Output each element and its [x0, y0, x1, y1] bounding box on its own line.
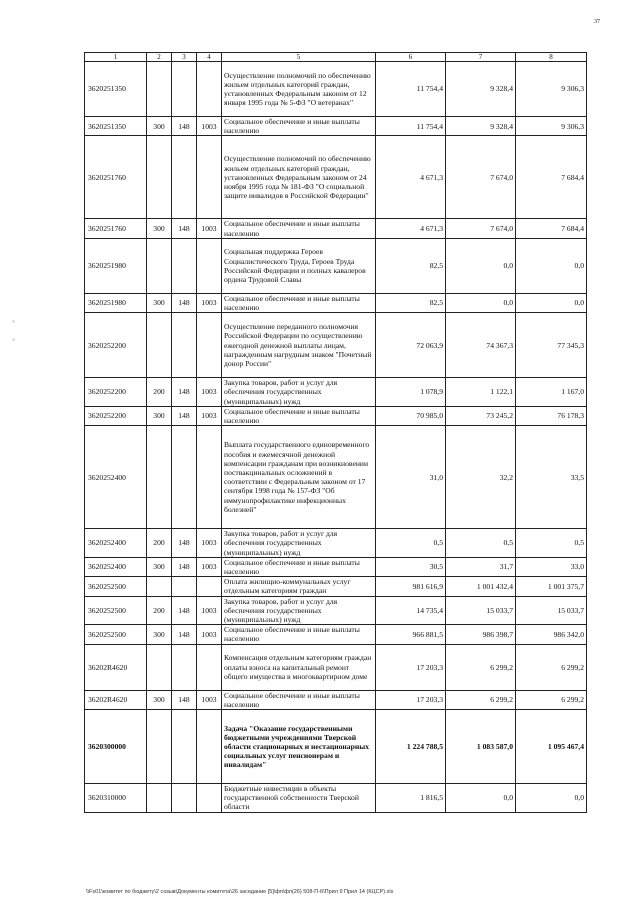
admin-code-cell: [172, 238, 197, 293]
amount-year1-cell: 11 754,4: [376, 117, 446, 136]
section-code-cell: [197, 313, 222, 378]
admin-code-cell: 148: [172, 690, 197, 709]
kcsr-code-cell: 3620252200: [85, 378, 147, 407]
admin-code-cell: 148: [172, 378, 197, 407]
description-cell: Задача "Оказание государственными бюджетными учреждениями Тверской области стационарных и нестационарных социальных услуг пенсионерам и инвалидам": [222, 710, 376, 784]
section-code-cell: 1003: [197, 557, 222, 576]
admin-code-cell: 148: [172, 117, 197, 136]
amount-year2-cell: 9 328,4: [446, 117, 516, 136]
admin-code-cell: [172, 577, 197, 596]
amount-year3-cell: 9 306,3: [516, 117, 587, 136]
kvr-code-cell: 300: [147, 557, 172, 576]
amount-year2-cell: 1 083 587,0: [446, 710, 516, 784]
punch-hole-mark: [12, 320, 15, 323]
section-code-cell: 1003: [197, 219, 222, 238]
amount-year1-cell: 11 754,4: [376, 62, 446, 117]
amount-year3-cell: 7 684,4: [516, 219, 587, 238]
amount-year2-cell: 0,5: [446, 529, 516, 558]
amount-year1-cell: 72 063,9: [376, 313, 446, 378]
admin-code-cell: [172, 136, 197, 219]
amount-year3-cell: 1 095 467,4: [516, 710, 587, 784]
kcsr-code-cell: 3620251980: [85, 293, 147, 312]
kcsr-code-cell: 3620252500: [85, 625, 147, 644]
amount-year1-cell: 4 671,3: [376, 136, 446, 219]
amount-year2-cell: 32,2: [446, 426, 516, 529]
amount-year1-cell: 70 985,0: [376, 406, 446, 425]
section-code-cell: [197, 784, 222, 813]
kvr-code-cell: [147, 644, 172, 690]
header-cell: 6: [376, 53, 446, 62]
header-cell: 3: [172, 53, 197, 62]
amount-year2-cell: 1 001 432,4: [446, 577, 516, 596]
amount-year1-cell: 31,0: [376, 426, 446, 529]
kcsr-code-cell: 3620310000: [85, 784, 147, 813]
section-code-cell: 1003: [197, 529, 222, 558]
amount-year1-cell: 17 203,3: [376, 690, 446, 709]
table-row: [85, 293, 587, 312]
table-row: [85, 219, 587, 238]
kvr-code-cell: 300: [147, 690, 172, 709]
kcsr-code-cell: 3620252200: [85, 406, 147, 425]
kvr-code-cell: 200: [147, 596, 172, 625]
amount-year2-cell: 0,0: [446, 238, 516, 293]
amount-year1-cell: 4 671,3: [376, 219, 446, 238]
table-row: [85, 644, 587, 690]
description-cell: Осуществление полномочий по обеспечению жильем отдельных категорий граждан, установленных Федеральным законом от 24 ноября 1995 года № 181-ФЗ "О социальной защите инвалидов в Российской Федерации": [222, 136, 376, 219]
amount-year3-cell: 77 345,3: [516, 313, 587, 378]
amount-year3-cell: 33,0: [516, 557, 587, 576]
admin-code-cell: [172, 313, 197, 378]
kvr-code-cell: 300: [147, 406, 172, 425]
amount-year1-cell: 82,5: [376, 293, 446, 312]
kvr-code-cell: 300: [147, 293, 172, 312]
description-cell: Социальное обеспечение и иные выплаты населению: [222, 690, 376, 709]
header-cell: 8: [516, 53, 587, 62]
table-row: [85, 710, 587, 784]
table-row: [85, 238, 587, 293]
amount-year1-cell: 1 816,5: [376, 784, 446, 813]
amount-year2-cell: 986 398,7: [446, 625, 516, 644]
amount-year2-cell: 7 674,0: [446, 219, 516, 238]
table-row: [85, 426, 587, 529]
kvr-code-cell: 300: [147, 625, 172, 644]
kvr-code-cell: [147, 313, 172, 378]
kcsr-code-cell: 36202R4620: [85, 690, 147, 709]
amount-year3-cell: 15 033,7: [516, 596, 587, 625]
kvr-code-cell: 200: [147, 378, 172, 407]
section-code-cell: [197, 426, 222, 529]
punch-hole-mark: [12, 338, 15, 341]
header-cell: 4: [197, 53, 222, 62]
amount-year3-cell: 1 001 375,7: [516, 577, 587, 596]
description-cell: Бюджетные инвестиции в объекты государственной собственности Тверской области: [222, 784, 376, 813]
description-cell: Социальное обеспечение и иные выплаты населению: [222, 557, 376, 576]
table-row: [85, 596, 587, 625]
admin-code-cell: 148: [172, 596, 197, 625]
amount-year1-cell: 17 203,3: [376, 644, 446, 690]
section-code-cell: [197, 238, 222, 293]
description-cell: Выплата государственного единовременного пособия и ежемесячной денежной компенсации гражданам при возникновении поствакцинальных осложнений в соответствии с Федеральным законом от 17 сентября 1998 года № 157-ФЗ "Об иммунопрофилактике инфекционных болезней": [222, 426, 376, 529]
kvr-code-cell: [147, 577, 172, 596]
page-number: 37: [594, 19, 600, 25]
section-code-cell: [197, 62, 222, 117]
amount-year2-cell: 6 299,2: [446, 644, 516, 690]
section-code-cell: 1003: [197, 596, 222, 625]
amount-year2-cell: 1 122,1: [446, 378, 516, 407]
amount-year1-cell: 82,5: [376, 238, 446, 293]
description-cell: Социальное обеспечение и иные выплаты населению: [222, 625, 376, 644]
header-cell: 1: [85, 53, 147, 62]
amount-year2-cell: 7 674,0: [446, 136, 516, 219]
description-cell: Компенсация отдельным категориям граждан оплаты взноса на капитальный ремонт общего имущества в многоквартирном доме: [222, 644, 376, 690]
kvr-code-cell: [147, 426, 172, 529]
amount-year3-cell: 0,0: [516, 293, 587, 312]
table-row: [85, 690, 587, 709]
kvr-code-cell: [147, 136, 172, 219]
section-code-cell: [197, 644, 222, 690]
admin-code-cell: [172, 644, 197, 690]
amount-year1-cell: 1 078,9: [376, 378, 446, 407]
admin-code-cell: [172, 62, 197, 117]
kvr-code-cell: [147, 710, 172, 784]
kcsr-code-cell: 3620251980: [85, 238, 147, 293]
kcsr-code-cell: 3620252400: [85, 529, 147, 558]
amount-year3-cell: 1 167,0: [516, 378, 587, 407]
amount-year2-cell: 6 299,2: [446, 690, 516, 709]
kvr-code-cell: [147, 62, 172, 117]
table-row: [85, 784, 587, 813]
admin-code-cell: 148: [172, 529, 197, 558]
amount-year3-cell: 0,0: [516, 784, 587, 813]
amount-year2-cell: 73 245,2: [446, 406, 516, 425]
description-cell: Закупка товаров, работ и услуг для обеспечения государственных (муниципальных) нужд: [222, 529, 376, 558]
amount-year1-cell: 1 224 788,5: [376, 710, 446, 784]
section-code-cell: 1003: [197, 625, 222, 644]
table-row: [85, 136, 587, 219]
kcsr-code-cell: 3620252400: [85, 557, 147, 576]
kvr-code-cell: 300: [147, 117, 172, 136]
description-cell: Оплата жилищно-коммунальных услуг отдельным категориям граждан: [222, 577, 376, 596]
section-code-cell: [197, 710, 222, 784]
admin-code-cell: [172, 426, 197, 529]
description-cell: Осуществление переданного полномочия Российской Федерации по осуществлению ежегодной денежной выплаты лицам, награжденным нагрудным знаком "Почетный донор России": [222, 313, 376, 378]
admin-code-cell: 148: [172, 625, 197, 644]
description-cell: Социальное обеспечение и иные выплаты населению: [222, 293, 376, 312]
section-code-cell: 1003: [197, 293, 222, 312]
description-cell: Осуществление полномочий по обеспечению жильем отдельных категорий граждан, установленных Федеральным законом от 12 января 1995 года № 5-ФЗ "О ветеранах": [222, 62, 376, 117]
amount-year3-cell: 0,5: [516, 529, 587, 558]
admin-code-cell: 148: [172, 557, 197, 576]
header-cell: 2: [147, 53, 172, 62]
table-row: [85, 313, 587, 378]
amount-year1-cell: 14 735,4: [376, 596, 446, 625]
admin-code-cell: 148: [172, 406, 197, 425]
section-code-cell: 1003: [197, 117, 222, 136]
table-row: [85, 577, 587, 596]
kcsr-code-cell: 3620252200: [85, 313, 147, 378]
amount-year2-cell: 0,0: [446, 293, 516, 312]
kvr-code-cell: [147, 784, 172, 813]
section-code-cell: 1003: [197, 406, 222, 425]
kcsr-code-cell: 3620251350: [85, 117, 147, 136]
table-row: [85, 406, 587, 425]
header-row: [85, 53, 587, 62]
amount-year3-cell: 986 342,0: [516, 625, 587, 644]
kvr-code-cell: [147, 238, 172, 293]
amount-year1-cell: 30,5: [376, 557, 446, 576]
table-row: [85, 117, 587, 136]
amount-year3-cell: 6 299,2: [516, 644, 587, 690]
admin-code-cell: 148: [172, 219, 197, 238]
admin-code-cell: 148: [172, 293, 197, 312]
amount-year3-cell: 33,5: [516, 426, 587, 529]
kcsr-code-cell: 3620251760: [85, 219, 147, 238]
amount-year2-cell: 15 033,7: [446, 596, 516, 625]
table-row: [85, 557, 587, 576]
description-cell: Закупка товаров, работ и услуг для обеспечения государственных (муниципальных) нужд: [222, 378, 376, 407]
table-row: [85, 378, 587, 407]
amount-year3-cell: 76 178,3: [516, 406, 587, 425]
file-path-footer: \\Fs01\комитет по бюджету\2 созыв\Документы комитета\26 заседание [5]\фп\фп(26) 508-П-6\Прил 9 Прил 14 (КЦСР).xls: [86, 889, 394, 895]
kcsr-code-cell: 3620252400: [85, 426, 147, 529]
kcsr-code-cell: 3620251350: [85, 62, 147, 117]
section-code-cell: [197, 577, 222, 596]
kcsr-code-cell: 3620252500: [85, 596, 147, 625]
amount-year1-cell: 981 616,9: [376, 577, 446, 596]
amount-year3-cell: 9 306,3: [516, 62, 587, 117]
description-cell: Закупка товаров, работ и услуг для обеспечения государственных (муниципальных) нужд: [222, 596, 376, 625]
amount-year2-cell: 9 328,4: [446, 62, 516, 117]
amount-year3-cell: 0,0: [516, 238, 587, 293]
section-code-cell: 1003: [197, 378, 222, 407]
section-code-cell: [197, 136, 222, 219]
table-row: [85, 62, 587, 117]
admin-code-cell: [172, 710, 197, 784]
amount-year1-cell: 966 881,5: [376, 625, 446, 644]
amount-year2-cell: 31,7: [446, 557, 516, 576]
amount-year3-cell: 6 299,2: [516, 690, 587, 709]
kvr-code-cell: 200: [147, 529, 172, 558]
description-cell: Социальная поддержка Героев Социалистического Труда, Героев Труда Российской Федерации и полных кавалеров ордена Трудовой Славы: [222, 238, 376, 293]
section-code-cell: 1003: [197, 690, 222, 709]
amount-year1-cell: 0,5: [376, 529, 446, 558]
table-row: [85, 529, 587, 558]
kcsr-code-cell: 36202R4620: [85, 644, 147, 690]
kcsr-code-cell: 3620300000: [85, 710, 147, 784]
kcsr-code-cell: 3620251760: [85, 136, 147, 219]
header-cell: 7: [446, 53, 516, 62]
description-cell: Социальное обеспечение и иные выплаты населению: [222, 406, 376, 425]
amount-year3-cell: 7 684,4: [516, 136, 587, 219]
budget-table: [84, 52, 587, 813]
header-cell: 5: [222, 53, 376, 62]
kcsr-code-cell: 3620252500: [85, 577, 147, 596]
description-cell: Социальное обеспечение и иные выплаты населению: [222, 219, 376, 238]
admin-code-cell: [172, 784, 197, 813]
kvr-code-cell: 300: [147, 219, 172, 238]
amount-year2-cell: 0,0: [446, 784, 516, 813]
amount-year2-cell: 74 367,3: [446, 313, 516, 378]
description-cell: Социальное обеспечение и иные выплаты населению: [222, 117, 376, 136]
table-row: [85, 625, 587, 644]
